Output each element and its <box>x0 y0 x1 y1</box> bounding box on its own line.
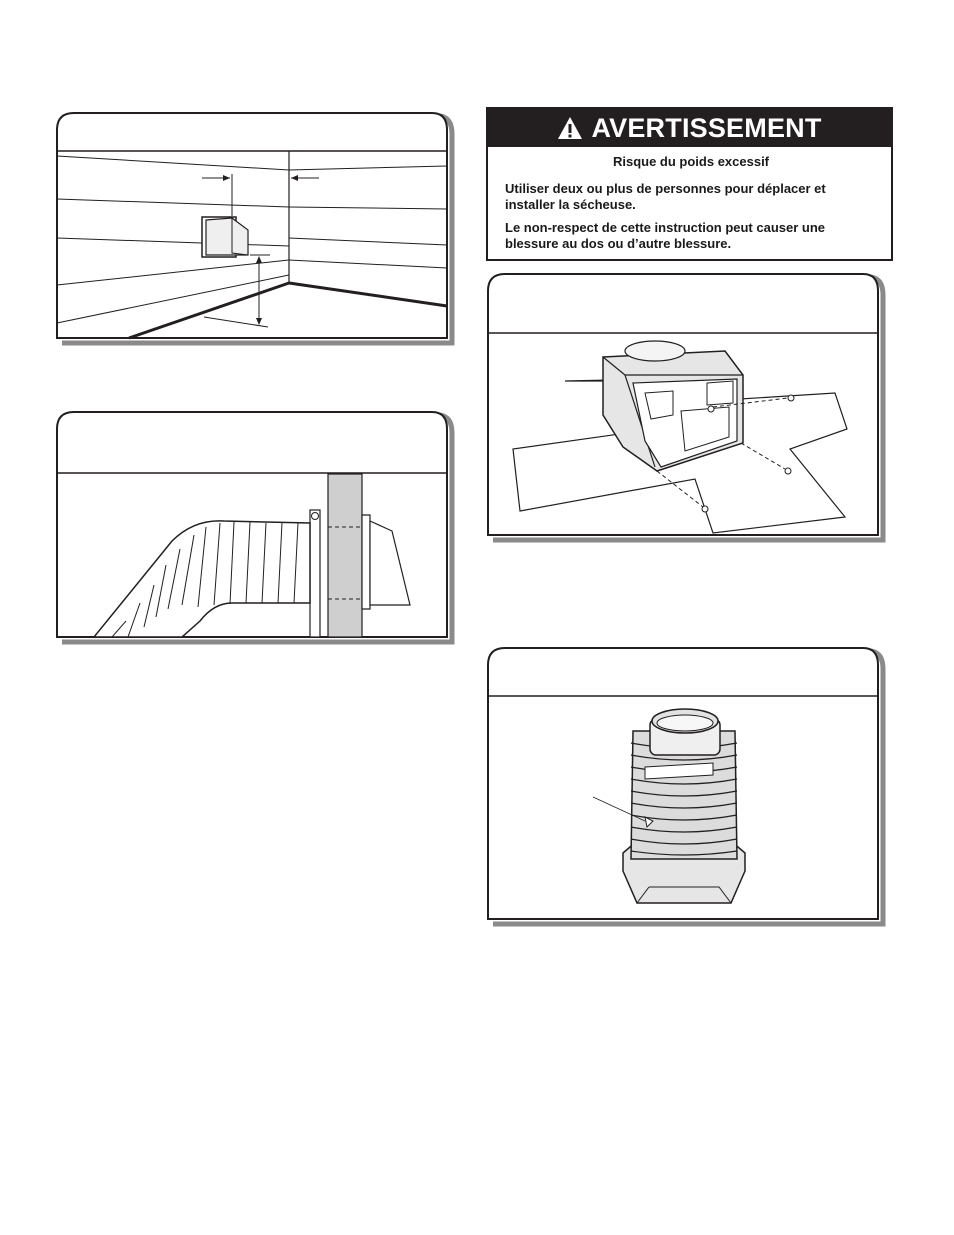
warning-instruction: Utiliser deux ou plus de personnes pour déplacer et installer la sécheuse. <box>505 181 826 212</box>
figure-leveling-foot <box>485 645 887 927</box>
warning-subtitle: Risque du poids excessif <box>612 154 770 169</box>
duct-wall-illustration <box>54 409 456 645</box>
warning-triangle-icon <box>557 116 583 140</box>
figure-dryer-leveling-legs <box>485 271 887 543</box>
vent-hood-illustration <box>54 110 456 346</box>
warning-box <box>486 107 893 261</box>
warning-consequence: Le non-respect de cette instruction peut causer une blessure au dos ou d’autre blessure. <box>505 220 826 251</box>
warning-header <box>488 109 891 147</box>
dryer-legs-illustration <box>485 271 887 543</box>
figure-vent-hood-wall <box>54 110 456 346</box>
leveling-foot-illustration <box>485 645 887 927</box>
warning-title: AVERTISSEMENT <box>591 112 822 143</box>
figure-duct-through-wall <box>54 409 456 645</box>
warning-body <box>488 147 891 252</box>
